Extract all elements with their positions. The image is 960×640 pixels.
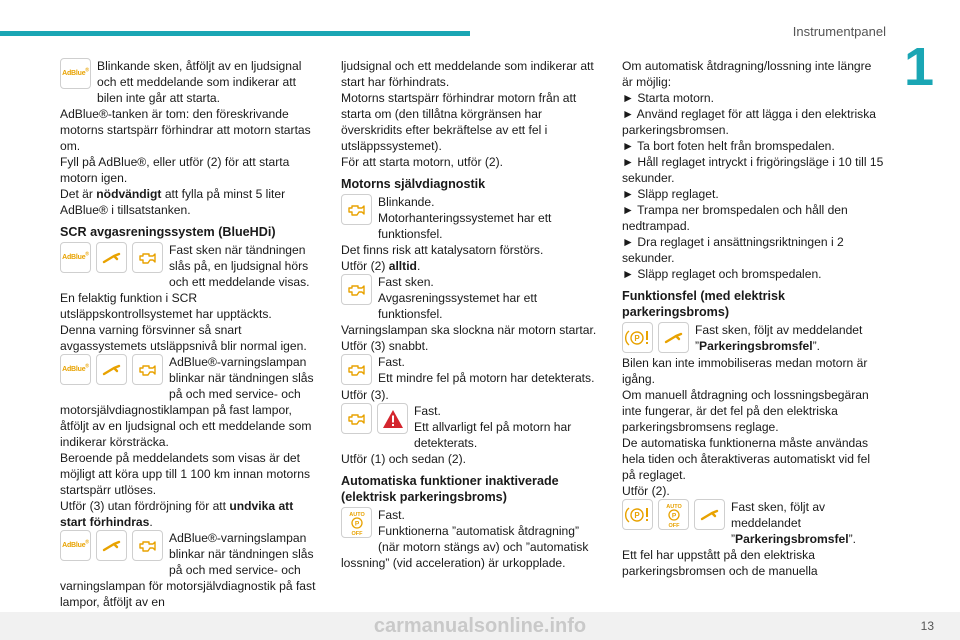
adblue-warning-icon: AdBlue® bbox=[60, 354, 91, 385]
adblue-warning-icon: AdBlue® bbox=[60, 530, 91, 561]
red-warning-triangle-icon bbox=[377, 403, 408, 434]
paragraph: AdBlue®-tanken är tom: den föreskrivande motorns startspärr förhindrar att motorn startas om. bbox=[60, 107, 311, 153]
svg-text:P: P bbox=[633, 333, 640, 343]
header-accent-bar bbox=[0, 31, 470, 36]
step-item: ► Släpp reglaget och bromspedalen. bbox=[622, 267, 822, 281]
chapter-number: 1 bbox=[903, 37, 934, 97]
auto-functions-heading: Automatiska funktioner inaktiverade (elektrisk parkeringsbroms) bbox=[341, 474, 559, 504]
paragraph: Fast. bbox=[414, 404, 441, 418]
parking-brake-fault-icon bbox=[622, 499, 653, 530]
auto-label: AUTO bbox=[665, 503, 682, 510]
paragraph: För att starta motorn, utför (2). bbox=[341, 155, 503, 169]
paragraph: Fast sken. bbox=[378, 275, 434, 289]
off-label: OFF bbox=[668, 522, 679, 528]
engine-icon bbox=[132, 354, 163, 385]
paragraph: Utför (2) alltid. bbox=[341, 259, 421, 273]
section-title: Instrumentpanel bbox=[792, 24, 886, 39]
adblue-warning-icon: AdBlue® bbox=[60, 242, 91, 273]
parking-brake-fault-icon bbox=[622, 322, 653, 353]
paragraph: Det är nödvändigt att fylla på minst 5 liter AdBlue® i tillsatstanken. bbox=[60, 187, 286, 217]
fault-heading: Funktionsfel (med elektrisk parkeringsbroms) bbox=[622, 289, 786, 319]
paragraph: Utför (3). bbox=[341, 388, 389, 402]
engine-icon bbox=[341, 274, 372, 305]
column-1 bbox=[60, 58, 322, 610]
svg-text:P: P bbox=[671, 512, 676, 519]
adblue-warning-icon: AdBlue® bbox=[60, 58, 91, 89]
engine-icon bbox=[132, 530, 163, 561]
paragraph: ljudsignal och ett meddelande som indikerar att start har förhindrats. bbox=[341, 59, 594, 89]
paragraph: Fast. bbox=[378, 355, 405, 369]
step-item: ► Släpp reglaget. bbox=[622, 187, 719, 201]
paragraph: Ett fel har uppstått på den elektriska parkeringsbromsen och de manuella bbox=[622, 548, 818, 578]
step-item: ► Dra reglaget i ansättningsriktningen i 2 sekunder. bbox=[622, 235, 844, 265]
step-item: ► Trampa ner bromspedalen och håll den nedtrampad. bbox=[622, 203, 848, 233]
paragraph: Beroende på meddelandets som visas är det möjligt att köra upp till 1 100 km innan motorns startspärr utlöses. bbox=[60, 451, 311, 497]
step-item: ► Starta motorn. bbox=[622, 91, 714, 105]
auto-off-parking-brake-icon bbox=[658, 499, 689, 530]
engine-icon bbox=[341, 194, 372, 225]
paragraph: Bilen kan inte immobiliseras medan motorn är igång. bbox=[622, 356, 868, 386]
paragraph: Motorns startspärr förhindrar motorn från att starta om (den tillåtna körgränsen har överskridits efter bekräftelse av ett fel i utsläppssystemet). bbox=[341, 91, 577, 153]
step-item: ► Håll reglaget intryckt i frigöringsläge i 10 till 15 sekunder. bbox=[622, 155, 884, 185]
off-label: OFF bbox=[351, 530, 362, 536]
auto-label: AUTO bbox=[348, 511, 365, 518]
paragraph: Det finns risk att katalysatorn förstörs. bbox=[341, 243, 544, 257]
paragraph: Fyll på AdBlue®, eller utför (2) för att starta motorn igen. bbox=[60, 155, 290, 185]
wrench-icon bbox=[96, 530, 127, 561]
paragraph: Fast sken, följt av meddelandet ”Parkeringsbromsfel”. bbox=[695, 323, 863, 353]
paragraph: Blinkande sken, åtföljt av en ljudsignal och ett meddelande som indikerar att bilen inte går att starta. bbox=[97, 59, 302, 105]
paragraph: Utför (3) snabbt. bbox=[341, 339, 429, 353]
svg-text:P: P bbox=[354, 520, 359, 527]
paragraph: Utför (3) utan fördröjning för att undvika att start förhindras. bbox=[60, 499, 294, 529]
engine-icon bbox=[132, 242, 163, 273]
paragraph: AdBlue®-varningslampan blinkar när tändningen slås på och med service- och motorsjälvdiagnostiklampan på fast lampor, åtföljt av en ljudsignal och ett meddelande som indikerar körsträcka. bbox=[60, 355, 314, 449]
paragraph: Fast sken, följt av meddelandet ”Parkeringsbromsfel”. bbox=[731, 500, 857, 546]
paragraph: Blinkande. bbox=[378, 195, 435, 209]
paragraph: Utför (1) och sedan (2). bbox=[341, 452, 467, 466]
engine-icon bbox=[341, 403, 372, 434]
paragraph: Ett allvarligt fel på motorn har detekterats. bbox=[414, 420, 572, 450]
svg-text:P: P bbox=[633, 510, 640, 520]
column-3 bbox=[622, 58, 884, 579]
paragraph: De automatiska funktionerna måste användas hela tiden och återaktiveras automatiskt vid fel på reglaget. bbox=[622, 436, 871, 482]
step-item: ► Använd reglaget för att lägga i den elektriska parkeringsbromsen. bbox=[622, 107, 876, 137]
wrench-icon bbox=[96, 354, 127, 385]
watermark: carmanualsonline.info bbox=[373, 615, 587, 637]
step-item: ► Ta bort foten helt från bromspedalen. bbox=[622, 139, 835, 153]
column-2 bbox=[341, 58, 603, 571]
auto-off-parking-brake-icon bbox=[341, 507, 372, 538]
wrench-icon bbox=[694, 499, 725, 530]
page-number: 13 bbox=[920, 619, 934, 633]
scr-heading: SCR avgasreningssystem (BlueHDi) bbox=[60, 225, 276, 239]
adblue-empty-block bbox=[60, 58, 322, 106]
paragraph: Motorhanteringssystemet har ett funktionsfel. bbox=[378, 211, 552, 241]
paragraph: Ett mindre fel på motorn har detekterats. bbox=[378, 371, 595, 385]
paragraph: Fast. bbox=[378, 508, 405, 522]
paragraph: Denna varning försvinner så snart avgassystemets utsläppsnivå blir normal igen. bbox=[60, 323, 307, 353]
paragraph: Varningslampan ska slockna när motorn startar. bbox=[341, 323, 597, 337]
paragraph: En felaktig funktion i SCR utsläppskontrollsystemet har upptäckts. bbox=[60, 291, 272, 321]
paragraph: Utför (2). bbox=[622, 484, 670, 498]
wrench-icon bbox=[96, 242, 127, 273]
wrench-icon bbox=[658, 322, 689, 353]
engine-diagnostics-heading: Motorns självdiagnostik bbox=[341, 177, 486, 191]
paragraph: Avgasreningssystemet har ett funktionsfel. bbox=[378, 291, 538, 321]
paragraph: Om automatisk åtdragning/lossning inte längre är möjlig: bbox=[622, 59, 872, 89]
engine-icon bbox=[341, 354, 372, 385]
paragraph: AdBlue®-varningslampan blinkar när tändningen slås på och med service- och varningslampan för motorsjälvdiagnostik på fast lampor, åtföljt av en bbox=[60, 531, 316, 609]
paragraph: Om manuell åtdragning och lossningsbegäran inte fungerar, är det fel på den elektriska parkeringsbromsens reglage. bbox=[622, 388, 869, 434]
paragraph: Fast sken när tändningen slås på, en ljudsignal hörs och ett meddelande visas. bbox=[169, 243, 310, 289]
paragraph: Funktionerna ”automatisk åtdragning” (när motorn stängs av) och ”automatisk lossning” (vid acceleration) är urkopplade. bbox=[341, 524, 589, 570]
